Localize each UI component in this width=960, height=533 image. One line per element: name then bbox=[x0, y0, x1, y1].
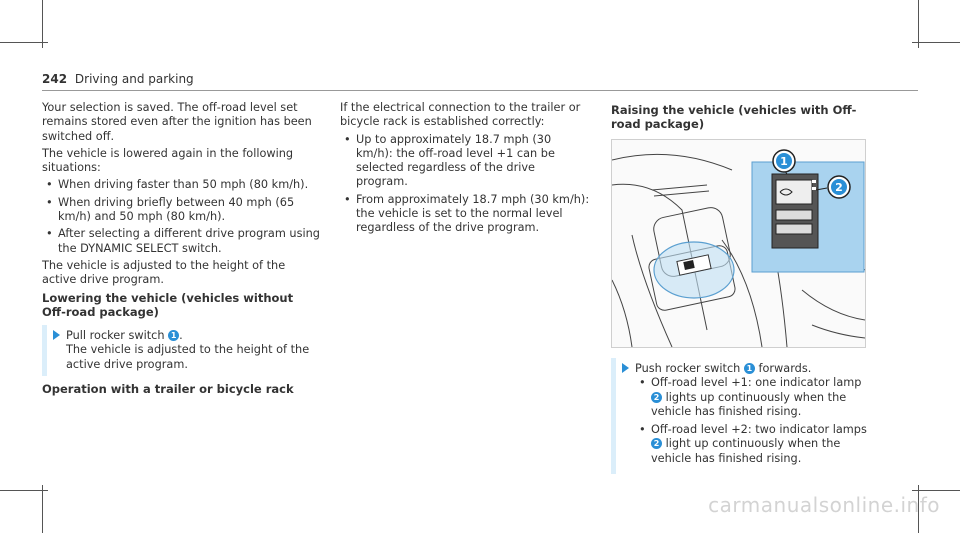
rocker-switch-illustration bbox=[611, 139, 866, 348]
list-item bbox=[635, 376, 871, 419]
section-heading: Raising the vehicle (vehicles with Off-road package) bbox=[611, 103, 857, 132]
instruction-step: Pull rocker switch 1 . The vehicle is adjusted to the height of the active drive program. bbox=[42, 325, 320, 376]
list-item: • After selecting a different drive program using the DYNAMIC SELECT switch. bbox=[42, 227, 320, 256]
bullet-list bbox=[340, 133, 590, 236]
callout-number: 1 bbox=[168, 330, 179, 341]
paragraph: The vehicle is adjusted to the height of the active drive program. bbox=[42, 258, 286, 287]
list-item: • Up to approximately 18.7 mph (30 km/h): the off-road level +1 can be selected regardless of the drive program. bbox=[340, 133, 590, 190]
header-rule bbox=[42, 90, 918, 91]
step-text: Pull rocker switch bbox=[66, 329, 165, 343]
list-item-text: Off-road level +2: two indicator lamps bbox=[651, 423, 867, 437]
list-item-text: lights up continuously when the vehicle has finished rising. bbox=[651, 390, 847, 418]
list-item: • When driving briefly between 40 mph (65 km/h) and 50 mph (80 km/h). bbox=[42, 196, 320, 225]
column-1 bbox=[42, 101, 320, 402]
crop-mark bbox=[42, 0, 43, 48]
section-title: Driving and parking bbox=[74, 72, 194, 86]
console-drawing bbox=[612, 140, 865, 347]
column-3-steps bbox=[611, 356, 871, 480]
crop-mark bbox=[42, 485, 43, 533]
paragraph: If the electrical connection to the trailer or bicycle rack is established correctly: bbox=[340, 101, 581, 129]
callout-number-icon bbox=[773, 150, 795, 172]
step-text: Push rocker switch bbox=[635, 362, 741, 375]
list-item: • From approximately 18.7 mph (30 km/h): the vehicle is set to the normal level regardless of the drive program. bbox=[340, 193, 590, 236]
step-text-suffix: forwards. bbox=[758, 362, 812, 375]
column-3 bbox=[611, 101, 866, 138]
bullet-list bbox=[635, 376, 871, 466]
list-item: • When driving faster than 50 mph (80 km/h). bbox=[42, 178, 320, 192]
step-result: The vehicle is adjusted to the height of the active drive program. bbox=[66, 343, 310, 371]
crop-mark bbox=[0, 42, 48, 43]
list-item bbox=[635, 423, 871, 466]
paragraph: The vehicle is lowered again in the following situations: bbox=[42, 146, 294, 175]
arrow-right-icon bbox=[622, 363, 629, 373]
callout-number: 2 bbox=[651, 438, 662, 449]
callout-number: 2 bbox=[651, 392, 662, 403]
bullet-list bbox=[42, 178, 320, 255]
page-header bbox=[42, 72, 194, 86]
section-heading: Operation with a trailer or bicycle rack bbox=[42, 382, 294, 397]
instruction-step bbox=[611, 358, 871, 474]
watermark: carmanualsonline.info bbox=[708, 493, 940, 517]
arrow-right-icon bbox=[53, 330, 60, 340]
callout-number: 1 bbox=[744, 363, 755, 374]
list-item-text: light up continuously when the vehicle has finished rising. bbox=[651, 437, 841, 465]
page-number: 242 bbox=[42, 72, 68, 86]
callout-1-label: 1 bbox=[780, 155, 788, 168]
crop-mark bbox=[918, 0, 919, 48]
callout-number-icon bbox=[828, 176, 850, 198]
crop-mark bbox=[912, 42, 960, 43]
crop-mark bbox=[0, 490, 48, 491]
column-2 bbox=[340, 101, 590, 239]
crop-mark bbox=[912, 490, 960, 491]
list-item-text: Off-road level +1: one indicator lamp bbox=[651, 376, 862, 390]
callout-2-label: 2 bbox=[835, 181, 843, 194]
section-heading: Lowering the vehicle (vehicles without Off-road package) bbox=[42, 290, 294, 319]
paragraph: Your selection is saved. The off-road level set remains stored even after the ignition has been switched off. bbox=[42, 101, 312, 143]
